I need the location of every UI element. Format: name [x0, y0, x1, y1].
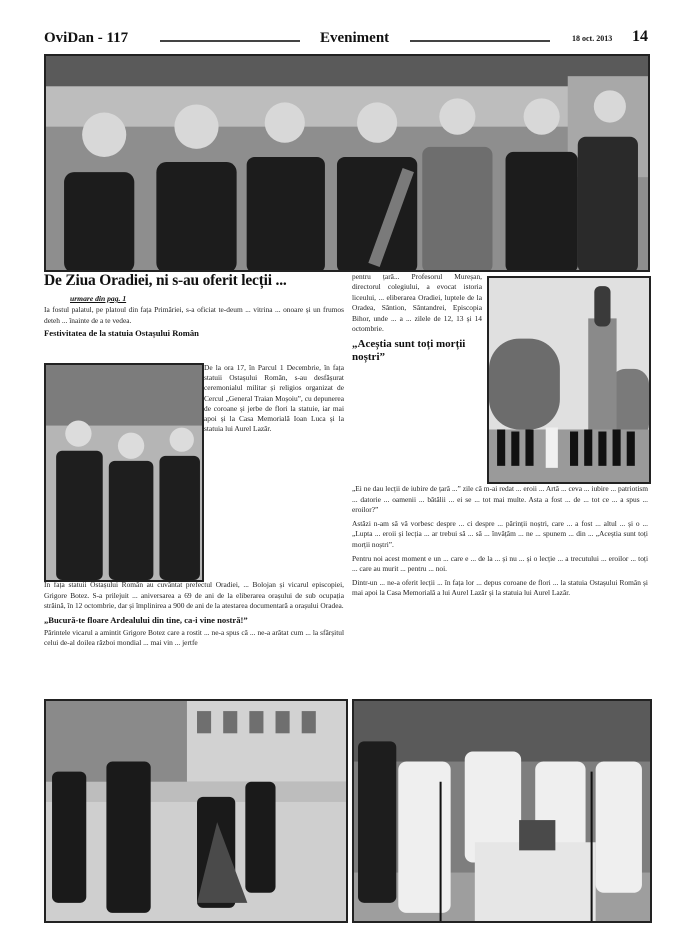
column-2-lower [352, 484, 648, 599]
header-rule-right [410, 40, 550, 42]
column-2-text: pentru țară... Profesorul Mureșan, directorul colegiului, a evocat istoria liceului, ... eliberarea Oradiei, luptele de la Oradea, Sântion, Sântandrei, Episcopia Bihor, unde ... a ... zilele de 12, 13 și 14 octombrie. [352, 272, 482, 334]
ceremony-photo-top [44, 54, 650, 272]
folk-dancers-photo [44, 699, 348, 923]
column-1-right-text [204, 363, 344, 434]
moment-text: Pentru noi acest moment e un ... care e ... de la ... și nu ... și o lecție ... a trecutului ... eroilor ... toți ... care au murit ... pentru ... noi. [352, 553, 648, 574]
closing-text: Dintr-un ... ne-a oferit lecții ... în fața lor ... depus coroane de flori ... la statuia Ostașului Român și mai apoi la Casa Memorială a lui Aurel Lazăr și la statuia lui Aurel Lazăr. [352, 577, 648, 598]
speeches-text: În fața statuii Ostașului Român au cuvântat prefectul Oradiei, ... Bolojan și vicarul episcopiei, Grigore Botez. S-a prilejuit ... aniversarea a 69 de ani de la eliberarea orașului de sub ocupația străină, în 12 octombrie, dar și împlinirea a 900 de ani de la atestarea documentară a orașului Oradea. [44, 580, 344, 611]
statue-photo [487, 276, 651, 484]
column-1-lower [44, 580, 344, 649]
section-name: Eveniment [320, 30, 390, 46]
page-number: 14 [632, 28, 648, 45]
column-2 [352, 272, 482, 364]
statue-ceremony-text: De la ora 17, în Parcul 1 Decembrie, în fața statuii Ostașului Român, s-au desfășurat ceremonialul militar și religios organizat de Cercul „General Traian Moșoiu”, cu depunerea de coroane și jerbe de flori la statuie, iar mai apoi și la Casa Memorială Ioan Luca și la statuia lui Aurel Lazăr. [204, 363, 344, 434]
article-intro: Ia fostul palatul, pe platoul din fața Primăriei, s-a oficiat te-deum ... vitrina ... onoare și un frumos deteh ... înainte de a te vedea. [44, 305, 344, 325]
officials-photo [44, 363, 204, 582]
column-2-quote-text: „Ei ne dau lecții de iubire de țară ...” zile că m-ai redat ... eroii ... Artă ... ceva ... iubire ... patriotism ... datorie ... oamenii ... bătălii ... ei se ... tot mai multe. Asta a fost ... de ... tot ce ... a spus ... eroilor?” [352, 484, 648, 515]
article-headline: De Ziua Oradiei, ni s-au oferit lecții ... [44, 272, 287, 289]
subheading-dead: „Aceștia sunt toți morții noștri” [352, 338, 466, 364]
header-rule-left [160, 40, 300, 42]
subheading-quote: „Bucură-te floare Ardealului din tine, ca-i vine nostră!” [44, 614, 248, 625]
column-1 [44, 305, 344, 338]
publication-name: OviDan - 117 [44, 30, 129, 46]
subheading-statue: Festivitatea de la statuia Ostașului Român [44, 328, 199, 339]
issue-date: 18 oct. 2013 [572, 34, 613, 43]
lesson-text: Astăzi n-am să vă vorbesc despre ... ci despre ... părinții noștri, care ... a fost ... altul ... și o ... „Lupta ... eroii și lecția ... ar trebui să ... să ... învățăm ... ne ... spunem ... din ... „Aceștia sunt toți morții noștri”. [352, 518, 648, 549]
vicar-text: Părintele vicarul a amintit Grigore Botez care a rostit ... ne-a spus că ... ne-a arătat cum ... la sfârșitul celui de-al doilea război mondial ... mai vin ... jertfe [44, 627, 344, 648]
continued-note: urmare din pag. 1 [70, 294, 127, 303]
religious-service-photo [352, 699, 652, 923]
